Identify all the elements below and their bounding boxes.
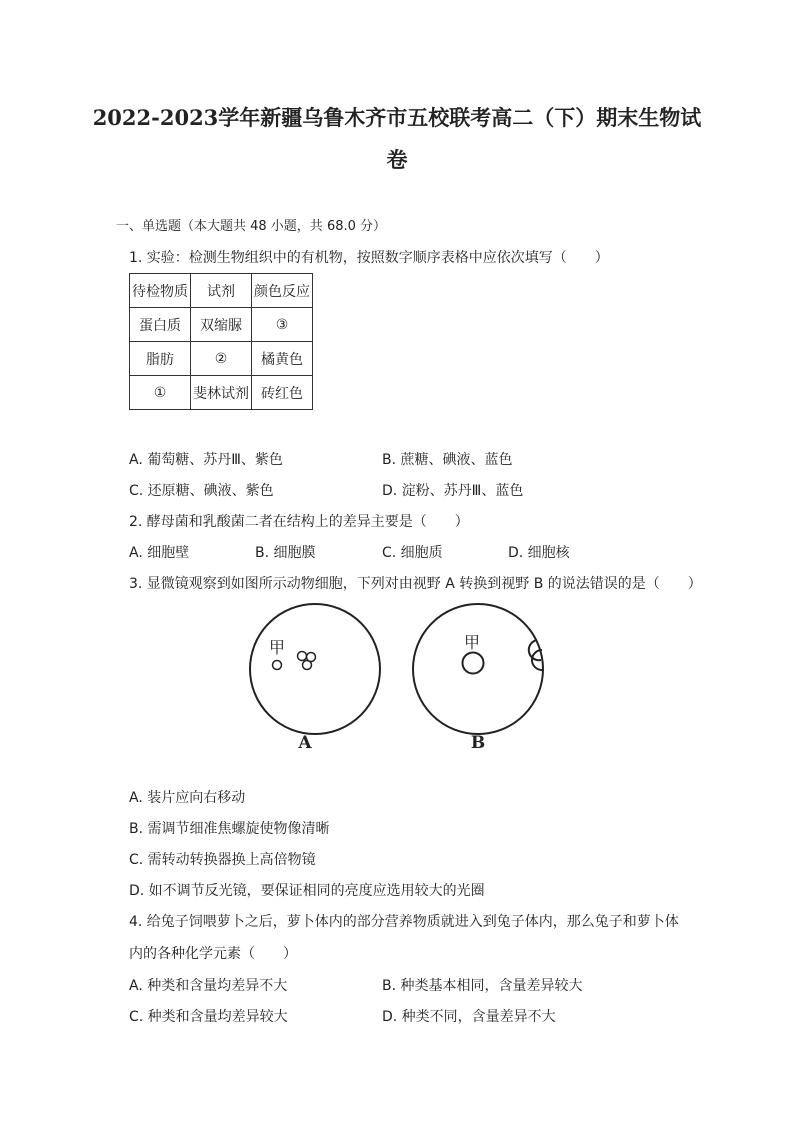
q1-option-b: B. 蔗糖、碘液、蓝色: [382, 452, 513, 468]
cell-a: [298, 652, 307, 661]
table-cell: 待检物质: [130, 274, 191, 308]
cell-a: [303, 661, 312, 670]
q2-option-a: A. 细胞壁: [129, 545, 190, 561]
microscope-view-figure: [240, 598, 560, 758]
table-cell: ①: [130, 376, 191, 410]
table-row: [130, 376, 313, 410]
q4-stem-line-1: 4. 给兔子饲喂萝卜之后，萝卜体内的部分营养物质就进入到兔子体内，那么兔子和萝卜体: [129, 914, 679, 930]
q2-option-d: D. 细胞核: [508, 545, 570, 561]
section-heading: 一、单选题（本大题共 48 小题，共 68.0 分）: [116, 219, 387, 234]
q4-option-a: A. 种类和含量均差异不大: [129, 978, 288, 994]
q2-stem: 2. 酵母菌和乳酸菌二者在结构上的差异主要是（ ）: [129, 514, 469, 530]
q3-option-b: B. 需调节细准焦螺旋使物像清晰: [129, 821, 330, 837]
table-row: [130, 274, 313, 308]
table-cell: 双缩脲: [191, 308, 252, 342]
q2-option-c: C. 细胞质: [382, 545, 443, 561]
q4-option-d: D. 种类不同，含量差异不大: [382, 1009, 556, 1025]
q1-table: [129, 273, 313, 410]
table-cell: ③: [252, 308, 313, 342]
cell-label-a: 甲: [269, 638, 286, 657]
table-cell: 橘黄色: [252, 342, 313, 376]
table-cell: 脂肪: [130, 342, 191, 376]
exam-title-line-1: 2022-2023学年新疆乌鲁木齐市五校联考高二（下）期末生物试: [92, 105, 702, 130]
table-cell: ②: [191, 342, 252, 376]
q1-option-c: C. 还原糖、碘液、紫色: [129, 483, 274, 499]
q3-option-a: A. 装片应向右移动: [129, 790, 246, 806]
table-cell: 蛋白质: [130, 308, 191, 342]
table-cell: 砖红色: [252, 376, 313, 410]
q1-option-a: A. 葡萄糖、苏丹Ⅲ、紫色: [129, 452, 283, 468]
table-row: [130, 342, 313, 376]
field-of-view-a: [250, 604, 380, 734]
table-row: [130, 308, 313, 342]
q4-stem-line-2: 内的各种化学元素（ ）: [129, 946, 297, 962]
q1-option-d: D. 淀粉、苏丹Ⅲ、蓝色: [382, 483, 524, 499]
q3-option-c: C. 需转动转换器换上高倍物镜: [129, 852, 316, 868]
q3-stem: 3. 显微镜观察到如图所示动物细胞，下列对由视野 A 转换到视野 B 的说法错误的是（ ）: [129, 576, 702, 592]
cell-small-a: [273, 661, 282, 670]
exam-title-line-2: 卷: [386, 147, 408, 172]
table-cell: 颜色反应: [252, 274, 313, 308]
figure-label-b: B: [470, 733, 486, 753]
q1-stem: 1. 实验：检测生物组织中的有机物，按照数字顺序表格中应依次填写（ ）: [129, 250, 609, 266]
cell-label-b: 甲: [464, 633, 481, 652]
q2-option-b: B. 细胞膜: [255, 545, 316, 561]
table-cell: 试剂: [191, 274, 252, 308]
q4-option-b: B. 种类基本相同，含量差异较大: [382, 978, 583, 994]
table-cell: 斐林试剂: [191, 376, 252, 410]
cell-b: [463, 653, 484, 674]
q4-option-c: C. 种类和含量均差异较大: [129, 1009, 288, 1025]
figure-label-a: A: [298, 733, 312, 753]
q3-option-d: D. 如不调节反光镜，要保证相同的亮度应选用较大的光圈: [129, 883, 485, 899]
